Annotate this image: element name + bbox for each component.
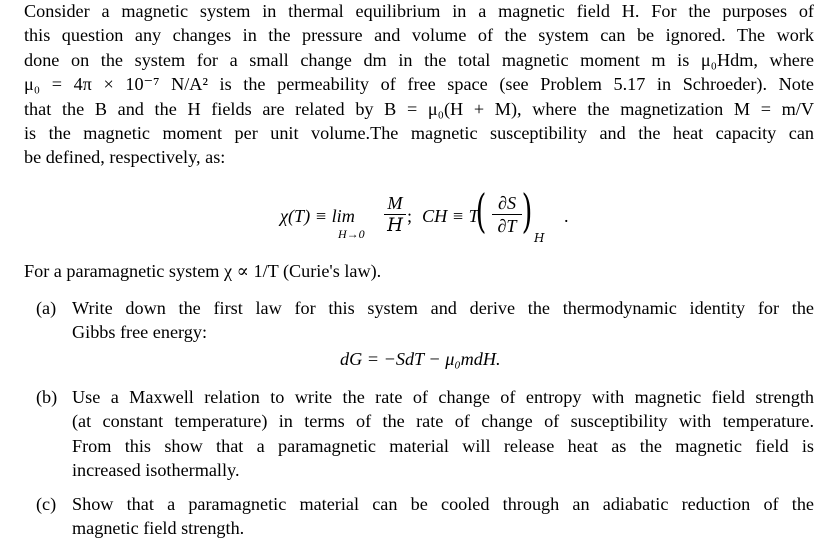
derivative-denominator: ∂T [497, 216, 517, 236]
intro-line: that the B and the H fields are related by B = μ₀(H + M), where the magnetization M = m/V [24, 98, 814, 119]
left-paren: ( [475, 184, 487, 238]
right-paren: ) [521, 184, 533, 238]
part-label: (b) [36, 387, 58, 407]
part-line: From this show that a paramagnetic material will release heat as the magnetic field is [72, 435, 814, 456]
part-body [72, 296, 814, 345]
derivative-numerator: ∂S [492, 192, 522, 215]
part-line: Use a Maxwell relation to write the rate of change of entropy with magnetic field strength [72, 387, 814, 407]
part-a [36, 296, 814, 346]
part-line: (at constant temperature) in terms of the rate of change of susceptibility with temperature. [72, 411, 814, 432]
problem-intro [24, 0, 814, 170]
part-b [36, 385, 814, 485]
part-line: increased isothermally. [72, 460, 240, 481]
part-label: (c) [36, 494, 57, 514]
part-body [72, 492, 814, 541]
limit-subscript: H→0 [338, 227, 365, 241]
separator: ; [407, 206, 413, 226]
heat-capacity-lhs: CH ≡ T [422, 206, 479, 226]
part-line: Gibbs free energy: [72, 322, 208, 343]
intro-line: Consider a magnetic system in thermal equilibrium in a magnetic field H. For the purposes of [24, 1, 814, 21]
curie-law-text: For a paramagnetic system χ ∝ 1/T (Curie's law). [24, 261, 382, 281]
part-body [72, 385, 814, 483]
part-line: Show that a paramagnetic material can be cooled through an adiabatic reduction of the [72, 494, 814, 514]
ds-dt-derivative [492, 192, 522, 237]
equation-period: . [564, 206, 569, 226]
derivative-subscript: H [534, 231, 545, 245]
chi-lim: χ(T) ≡ lim [280, 206, 355, 226]
part-label: (a) [36, 298, 57, 318]
intro-line: this question any changes in the pressure and volume of the system can be ignored. The work [24, 25, 814, 46]
intro-line: done on the system for a small change dm in the total magnetic moment m is μ₀Hdm, where [24, 49, 814, 70]
part-line: magnetic field strength. [72, 518, 245, 539]
intro-line: be defined, respectively, as: [24, 147, 226, 168]
intro-line: is the magnetic moment per unit volume.The magnetic susceptibility and the heat capacity can [24, 123, 814, 144]
fraction-denominator: H [387, 215, 403, 236]
gibbs-identity-equation: dG = −SdT − μ₀mdH. [340, 349, 501, 369]
intro-line: μ₀ = 4π × 10⁻⁷ N/A² is the permeability of free space (see Problem 5.17 in Schroeder). Note [24, 74, 814, 95]
m-over-h-fraction [384, 192, 406, 237]
part-c [36, 492, 814, 542]
fraction-numerator: M [384, 192, 406, 215]
part-line: Write down the first law for this system and derive the thermodynamic identity for the [72, 298, 814, 318]
